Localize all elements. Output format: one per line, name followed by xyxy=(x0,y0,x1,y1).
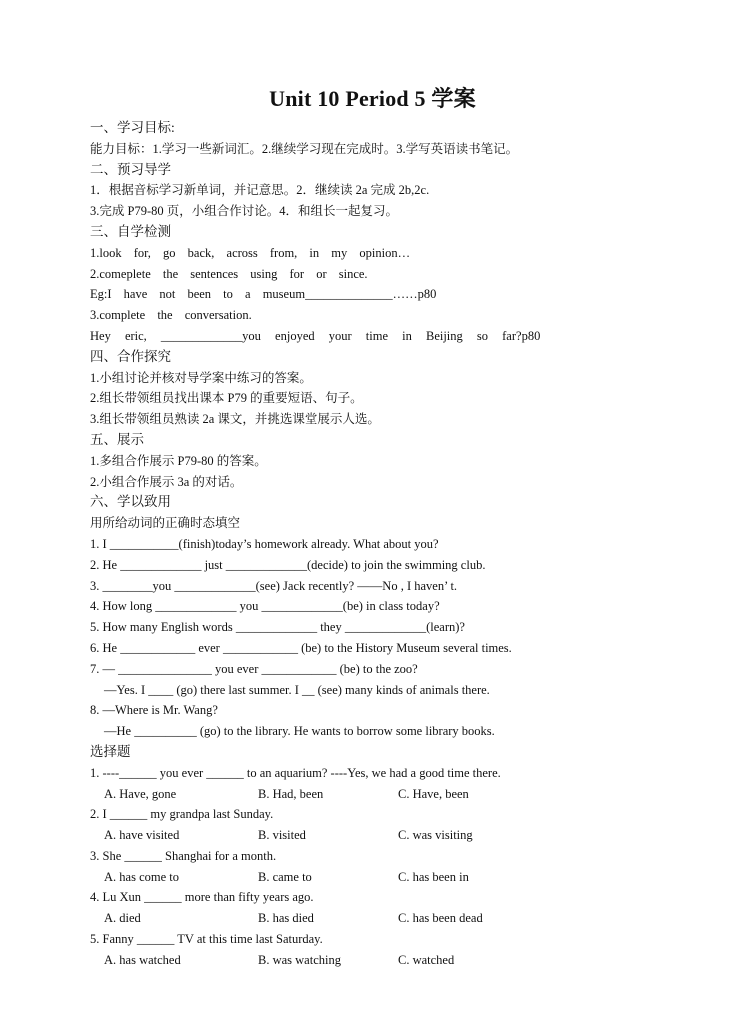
mc-option-a: A. has watched xyxy=(104,952,181,967)
self-check-line-2: 2.comeplete the sentences using for or since. xyxy=(90,266,368,281)
mc-option-b: B. was watching xyxy=(258,952,341,967)
mc-question-2: 2. I ______ my grandpa last Sunday. xyxy=(90,807,274,822)
self-check-line-3: Eg:I have not been to a museum______________……p80 xyxy=(90,287,437,302)
mc-option-c: C. watched xyxy=(398,952,455,967)
mc-options-5 xyxy=(90,950,690,971)
fill-question-3: 3. ________you _____________(see) Jack recently? ——No , I haven’ t. xyxy=(90,578,458,593)
section-1-heading: 一、学习目标: xyxy=(90,120,175,135)
mc-option-b: B. has died xyxy=(258,911,314,926)
coop-line-3: 3.组长带领组员熟读 2a 课文，并挑选课堂展示人选。 xyxy=(90,412,380,427)
fill-question-7: 7. — _______________ you ever ____________ (be) to the zoo? xyxy=(90,661,418,676)
mc-options-1 xyxy=(90,784,690,805)
fill-question-8: 8. —Where is Mr. Wang? xyxy=(90,703,218,718)
mc-option-c: C. was visiting xyxy=(398,828,473,843)
mc-options-4 xyxy=(90,908,690,929)
multiple-choice-heading: 选择题 xyxy=(90,743,131,759)
fill-question-4: 4. How long _____________ you _____________(be) in class today? xyxy=(90,599,440,614)
section-2-heading: 二、预习导学 xyxy=(90,161,171,177)
mc-question-3: 3. She ______ Shanghai for a month. xyxy=(90,848,277,863)
coop-line-1: 1.小组讨论并核对导学案中练习的答案。 xyxy=(90,370,312,385)
fill-question-2: 2. He _____________ just _____________(decide) to join the swimming club. xyxy=(90,557,486,572)
section-4-heading: 四、合作探究 xyxy=(90,348,171,364)
page-title: Unit 10 Period 5 学案 xyxy=(269,86,476,111)
mc-option-a: A. died xyxy=(104,911,141,926)
mc-option-b: B. visited xyxy=(258,828,306,843)
mc-option-c: C. has been in xyxy=(398,869,469,884)
mc-option-a: A. has come to xyxy=(104,869,179,884)
preview-step-1: 1．根据音标学习新单词，并记意思。2．继续读 2a 完成 2b,2c. xyxy=(90,183,430,198)
ability-goals: 能力目标：1.学习一些新词汇。2.继续学习现在完成时。3.学写英语读书笔记。 xyxy=(90,141,519,156)
mc-options-3 xyxy=(90,867,690,888)
coop-line-2: 2.组长带领组员找出课本 P79 的重要短语、句子。 xyxy=(90,391,363,406)
fill-question-8-reply: —He __________ (go) to the library. He wants to borrow some library books. xyxy=(104,724,495,739)
mc-question-4: 4. Lu Xun ______ more than fifty years ago. xyxy=(90,890,314,905)
self-check-line-5: Hey eric, _____________you enjoyed your time in Beijing so far?p80 xyxy=(90,328,541,343)
section-6-heading: 六、学以致用 xyxy=(90,494,171,510)
section-3-heading: 三、自学检测 xyxy=(90,223,171,239)
mc-option-a: A. have visited xyxy=(104,828,180,843)
preview-step-2: 3.完成 P79-80 页，小组合作讨论。4．和组长一起复习。 xyxy=(90,204,398,219)
mc-question-5: 5. Fanny ______ TV at this time last Saturday. xyxy=(90,932,323,947)
mc-option-a: A. Have, gone xyxy=(104,786,177,801)
fill-question-5: 5. How many English words _____________ they _____________(learn)? xyxy=(90,620,465,635)
section-5-heading: 五、展示 xyxy=(90,431,144,447)
show-line-1: 1.多组合作展示 P79-80 的答案。 xyxy=(90,453,267,468)
mc-question-1: 1. ----______ you ever ______ to an aquarium? ----Yes, we had a good time there. xyxy=(90,765,501,780)
self-check-line-4: 3.complete the conversation. xyxy=(90,308,252,323)
mc-option-b: B. Had, been xyxy=(258,786,324,801)
mc-option-c: C. has been dead xyxy=(398,911,483,926)
mc-option-b: B. came to xyxy=(258,869,312,884)
fill-in-instruction: 用所给动词的正确时态填空 xyxy=(90,516,241,531)
fill-question-7-reply: —Yes. I ____ (go) there last summer. I __ (see) many kinds of animals there. xyxy=(104,682,490,697)
document-body xyxy=(90,118,690,971)
show-line-2: 2.小组合作展示 3a 的对话。 xyxy=(90,474,243,489)
fill-question-6: 6. He ____________ ever ____________ (be) to the History Museum several times. xyxy=(90,640,512,655)
mc-options-2 xyxy=(90,825,690,846)
self-check-line-1: 1.look for, go back, across from, in my opinion… xyxy=(90,245,411,260)
fill-question-1: 1. I ___________(finish)today’s homework already. What about you? xyxy=(90,536,439,551)
mc-option-c: C. Have, been xyxy=(398,786,469,801)
